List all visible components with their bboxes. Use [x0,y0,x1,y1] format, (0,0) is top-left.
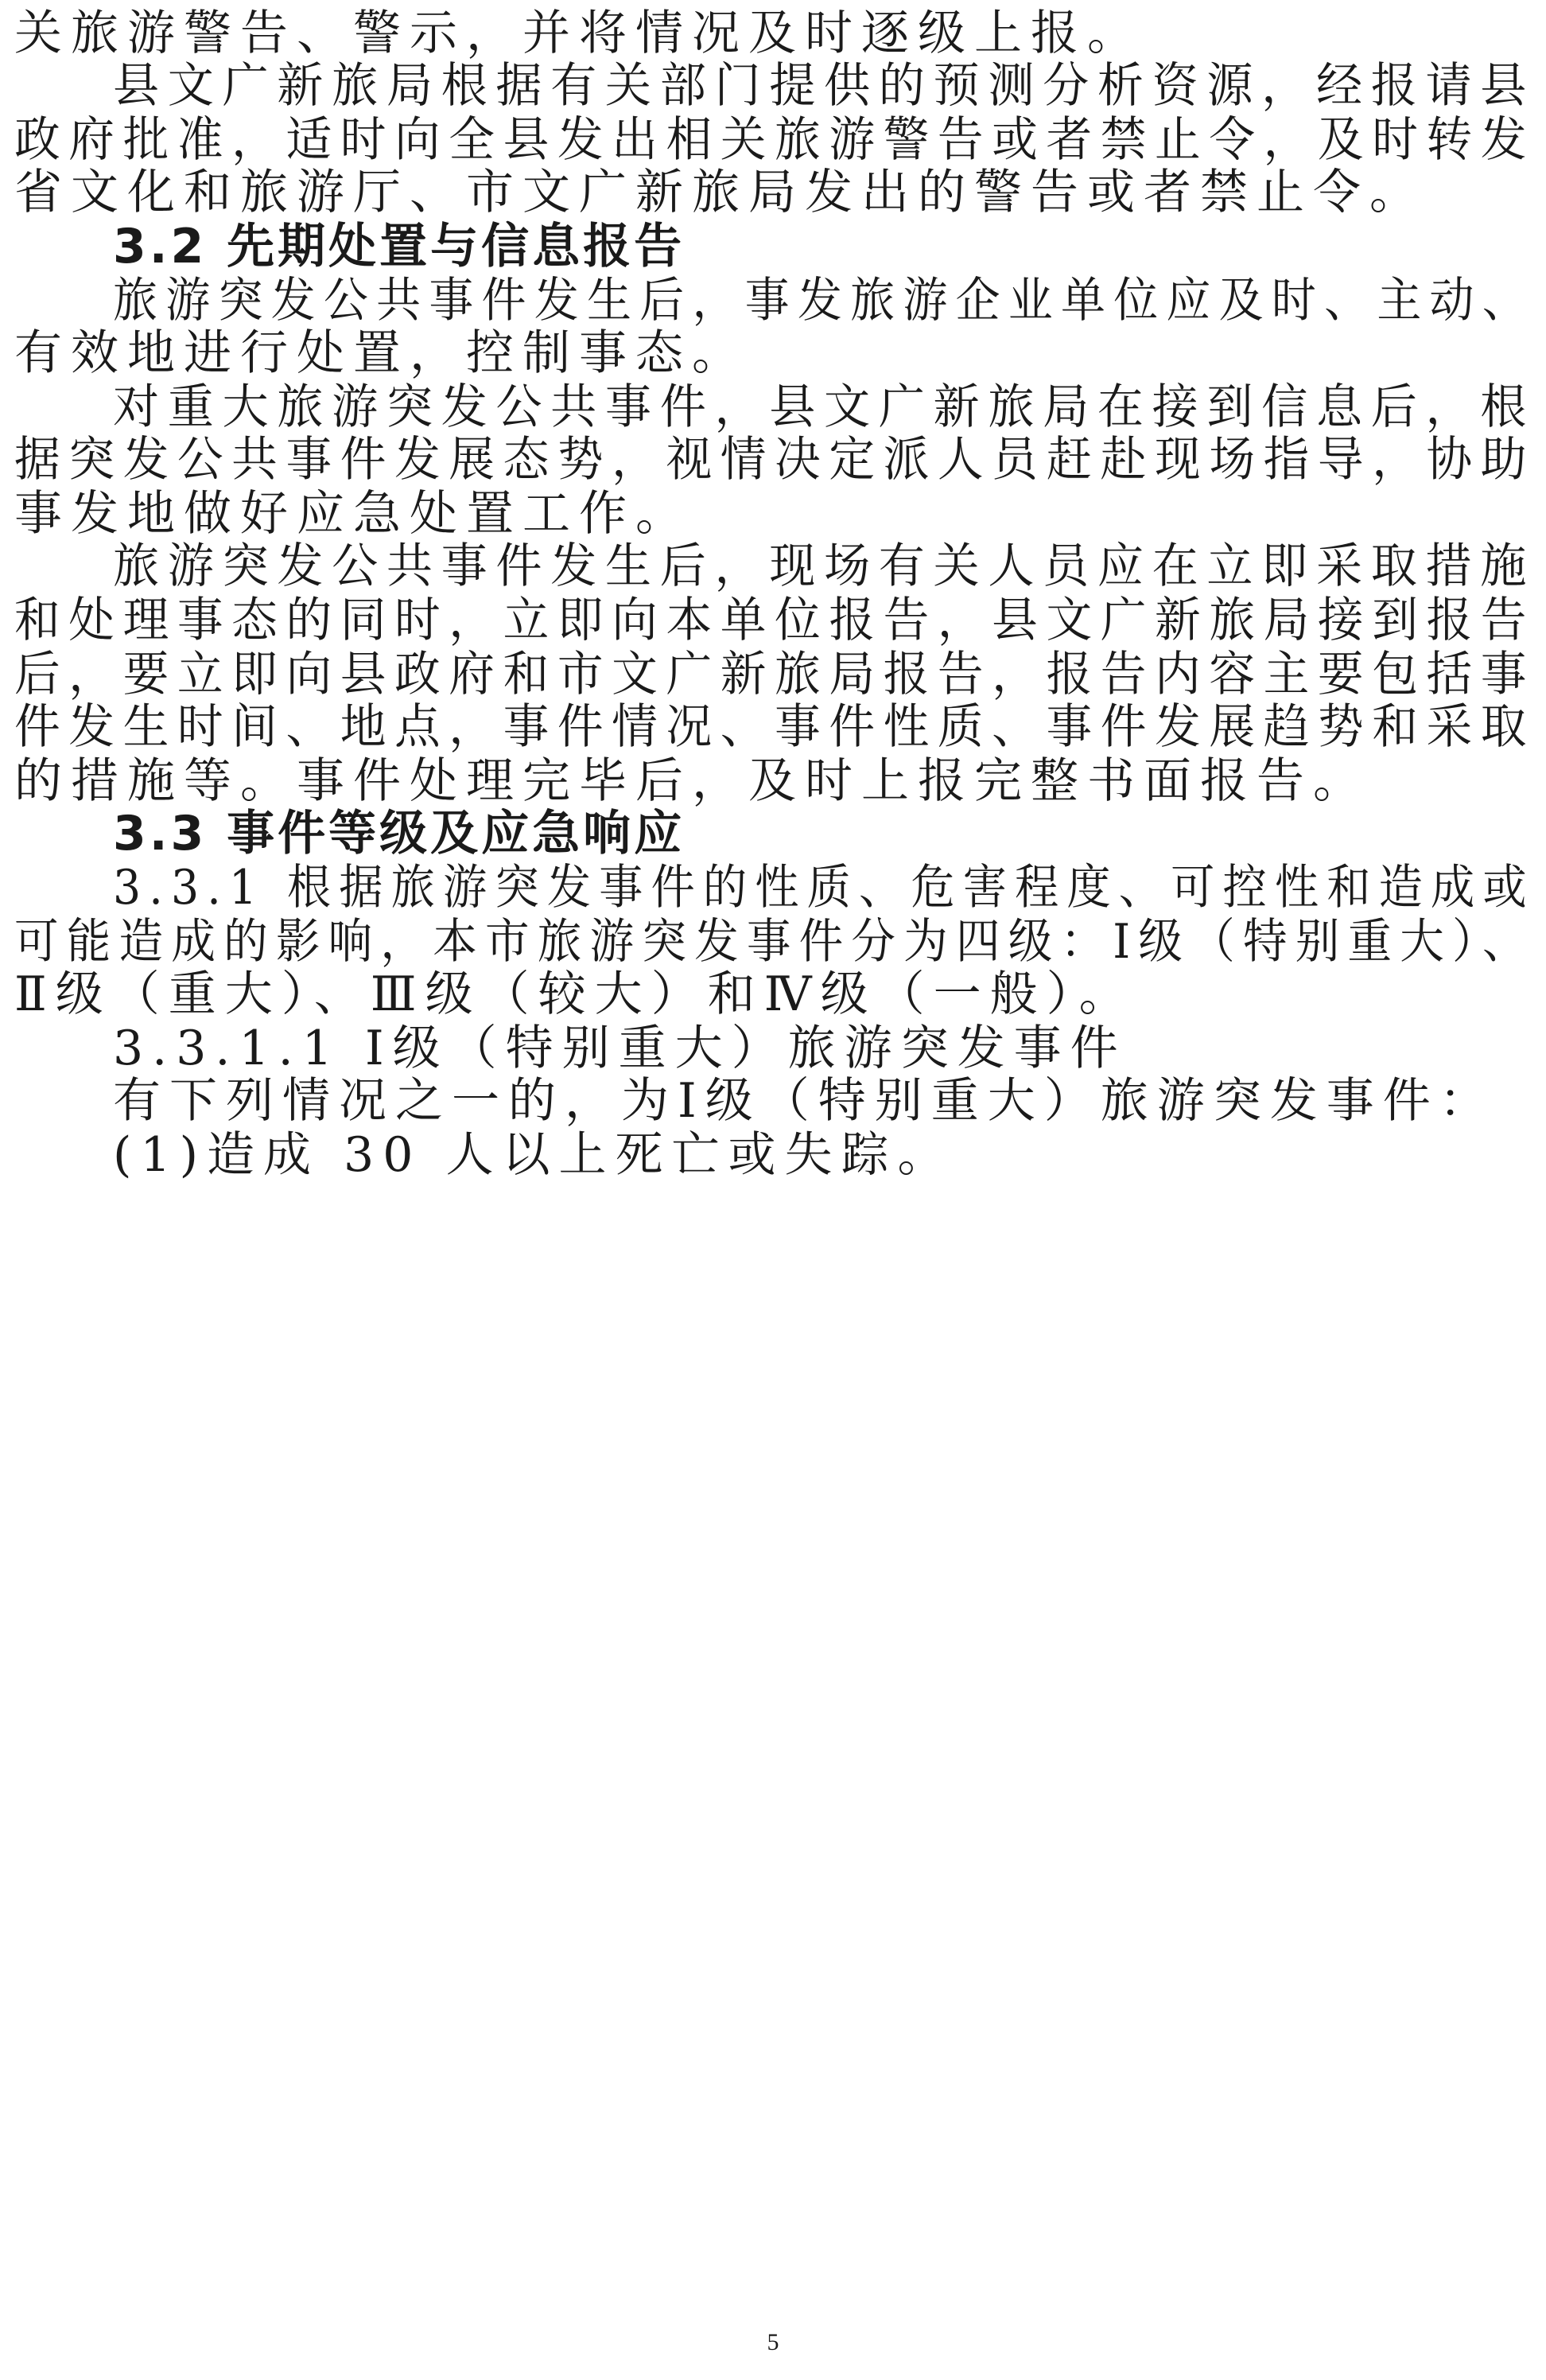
text-line: 的措施等。事件处理完毕后，及时上报完整书面报告。 [14,753,1369,809]
paragraph-start: 有下列情况之一的，为Ⅰ级（特别重大）旅游突发事件： [113,1073,1496,1129]
list-item: (1)造成 30 人以上死亡或失踪。 [113,1127,954,1183]
text-line: 可能造成的影响，本市旅游突发事件分为四级：Ⅰ级（特别重大）、 [14,914,1535,970]
text-line: 事发地做好应急处置工作。 [14,486,692,542]
text-line: 关旅游警告、警示，并将情况及时逐级上报。 [14,6,1144,61]
text-line: 据突发公共事件发展态势，视情决定派人员赶赴现场指导，协助 [14,432,1536,488]
paragraph-start: 旅游突发公共事件发生后，事发旅游企业单位应及时、主动、 [113,273,1535,329]
page-number: 5 [767,2329,779,2355]
paragraph-start: 对重大旅游突发公共事件，县文广新旅局在接到信息后，根 [113,379,1536,435]
subsection-heading: 3.3.1.1 Ⅰ级（特别重大）旅游突发事件 [113,1021,1127,1076]
text-line: Ⅱ级（重大）、Ⅲ级（较大）和Ⅳ级（一般）。 [14,966,1136,1022]
paragraph-start: 县文广新旅局根据有关部门提供的预测分析资源，经报请县 [113,58,1536,114]
text-line: 政府批准，适时向全县发出相关旅游警告或者禁止令，及时转发 [14,112,1536,168]
section-heading: 3.2 先期处置与信息报告 [113,219,686,274]
text-line: 和处理事态的同时，立即向本单位报告，县文广新旅局接到报告 [14,593,1536,648]
paragraph-start: 旅游突发公共事件发生后，现场有关人员应在立即采取措施 [113,539,1536,594]
section-heading: 3.3 事件等级及应急响应 [113,806,686,861]
text-line: 省文化和旅游厅、市文广新旅局发出的警告或者禁止令。 [14,165,1426,220]
paragraph-start: 3.3.1 根据旅游突发事件的性质、危害程度、可控性和造成或 [113,860,1535,916]
text-line: 有效地进行处置，控制事态。 [14,325,748,381]
text-line: 后，要立即向县政府和市文广新旅局报告，报告内容主要包括事 [14,647,1536,702]
text-line: 件发生时间、地点，事件情况、事件性质、事件发展趋势和采取 [14,699,1536,755]
